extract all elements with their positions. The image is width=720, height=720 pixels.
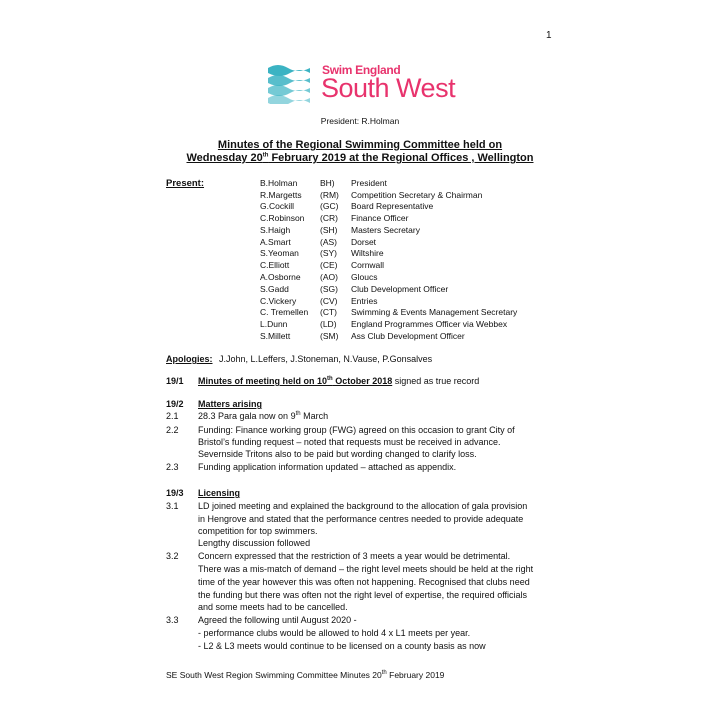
item-3-3-number: 3.3: [166, 615, 179, 625]
title-line-2: Wednesday 20th February 2019 at the Regional Offices , Wellington: [186, 152, 534, 164]
item-2-2-line: Funding: Finance working group (FWG) agreed on this occasion to grant City of: [198, 425, 515, 435]
attendee-role: Club Development Officer: [351, 284, 449, 294]
attendee-code: (LD): [320, 319, 337, 329]
swim-england-waves-icon: [266, 62, 314, 104]
item-3-2-line: There was a mis-match of demand – the right level meets should be held at the right: [198, 564, 534, 574]
present-label: Present:: [166, 178, 205, 189]
attendee-role: Cornwall: [351, 260, 385, 270]
attendee-code: BH): [320, 178, 335, 188]
attendee-role: Ass Club Development Officer: [351, 331, 465, 341]
attendee-role: Dorset: [351, 237, 377, 247]
attendee-code: (SH): [320, 225, 338, 235]
president-line: President: R.Holman: [320, 116, 400, 126]
attendee-code: (SY): [320, 248, 337, 258]
attendee-role: Gloucs: [351, 272, 378, 282]
item-3-2-number: 3.2: [166, 551, 179, 561]
logo-swim-england-text: Swim England: [322, 63, 401, 77]
attendee-code: (SG): [320, 284, 338, 294]
attendee-role: England Programmes Officer via Webbex: [351, 319, 508, 329]
attendee-name: C. Tremellen: [260, 307, 309, 317]
logo-south-west-text: South West: [321, 73, 456, 103]
item-3-1-line: LD joined meeting and explained the background to the allocation of gala provision: [198, 501, 528, 511]
attendee-code: (CV): [320, 296, 338, 306]
attendee-role: Competition Secretary & Chairman: [351, 190, 483, 200]
attendee-name: R.Margetts: [260, 190, 302, 200]
attendee-name: A.Osborne: [260, 272, 301, 282]
item-2-2-line: Bristol’s funding request – noted that requests must be received in advance.: [198, 437, 501, 447]
item-19-3-heading: Licensing: [198, 488, 241, 498]
item-3-2-line: the funding but there was often not the right level of expertise, the required officials: [198, 590, 528, 600]
item-2-2-number: 2.2: [166, 425, 179, 435]
item-2-1-text: 28.3 Para gala now on 9th March: [198, 411, 329, 421]
attendee-role: Wiltshire: [351, 248, 384, 258]
item-3-2-line: and some meets had to be cancelled.: [198, 602, 348, 612]
item-19-1-heading: Minutes of meeting held on 10th October 2018 signed as true record: [198, 376, 480, 386]
item-3-3-line: - L2 & L3 meets would continue to be licensed on a county basis as now: [198, 641, 486, 651]
attendee-code: (RM): [320, 190, 339, 200]
item-3-2-line: Concern expressed that the restriction of 3 meets a year would be detrimental.: [198, 551, 511, 561]
attendee-name: C.Elliott: [260, 260, 290, 270]
item-2-2-line: Severnside Tritons also to be paid but wording changed to clarify loss.: [198, 449, 477, 459]
item-2-3-text: Funding application information updated – attached as appendix.: [198, 462, 457, 472]
attendee-name: S.Haigh: [260, 225, 291, 235]
item-3-1-line: in Hengrove and stated that the performance centres needed to provide adequate: [198, 514, 524, 524]
attendee-name: A.Smart: [260, 237, 291, 247]
item-19-1-number: 19/1: [166, 376, 184, 386]
apologies-label: Apologies:: [166, 354, 213, 364]
item-3-1-number: 3.1: [166, 501, 179, 511]
page-footer: SE South West Region Swimming Committee Minutes 20th February 2019: [166, 670, 445, 680]
item-3-1-line: competition for top swimmers.: [198, 526, 318, 536]
attendee-name: S.Gadd: [260, 284, 289, 294]
attendee-code: (CT): [320, 307, 337, 317]
title-line-1: Minutes of the Regional Swimming Committee held on: [217, 139, 503, 151]
attendee-code: (AS): [320, 237, 337, 247]
swim-england-logo: [266, 60, 456, 105]
item-3-3-line: - performance clubs would be allowed to hold 4 x L1 meets per year.: [198, 628, 471, 638]
attendee-name: G.Cockill: [260, 201, 295, 211]
attendee-role: Finance Officer: [351, 213, 409, 223]
item-19-3-number: 19/3: [166, 488, 184, 498]
attendee-role: Masters Secretary: [351, 225, 420, 235]
item-19-2-heading: Matters arising: [198, 399, 263, 409]
item-19-2-number: 19/2: [166, 399, 184, 409]
attendee-role: Board Representative: [351, 201, 434, 211]
page-number: 1: [546, 30, 552, 41]
attendee-code: (AO): [320, 272, 338, 282]
attendee-name: S.Millett: [260, 331, 291, 341]
attendee-name: S.Yeoman: [260, 248, 299, 258]
attendee-code: (CE): [320, 260, 338, 270]
attendee-code: (GC): [320, 201, 339, 211]
attendee-role: Entries: [351, 296, 378, 306]
attendee-role: President: [351, 178, 387, 188]
item-3-2-line: time of the year however this was often not happening. Recognised that clubs need: [198, 577, 530, 587]
item-3-1-line: Lengthy discussion followed: [198, 538, 311, 548]
attendee-name: B.Holman: [260, 178, 298, 188]
apologies-text: J.John, L.Leffers, J.Stoneman, N.Vause, P.Gonsalves: [219, 354, 433, 364]
item-3-3-line: Agreed the following until August 2020 -: [198, 615, 357, 625]
attendee-role: Swimming & Events Management Secretary: [351, 307, 518, 317]
item-2-1-number: 2.1: [166, 411, 179, 421]
attendee-code: (SM): [320, 331, 339, 341]
attendee-name: C.Vickery: [260, 296, 297, 306]
attendee-code: (CR): [320, 213, 338, 223]
attendee-name: C.Robinson: [260, 213, 305, 223]
attendee-name: L.Dunn: [260, 319, 288, 329]
apologies-row: [166, 353, 432, 365]
item-2-3-number: 2.3: [166, 462, 179, 472]
